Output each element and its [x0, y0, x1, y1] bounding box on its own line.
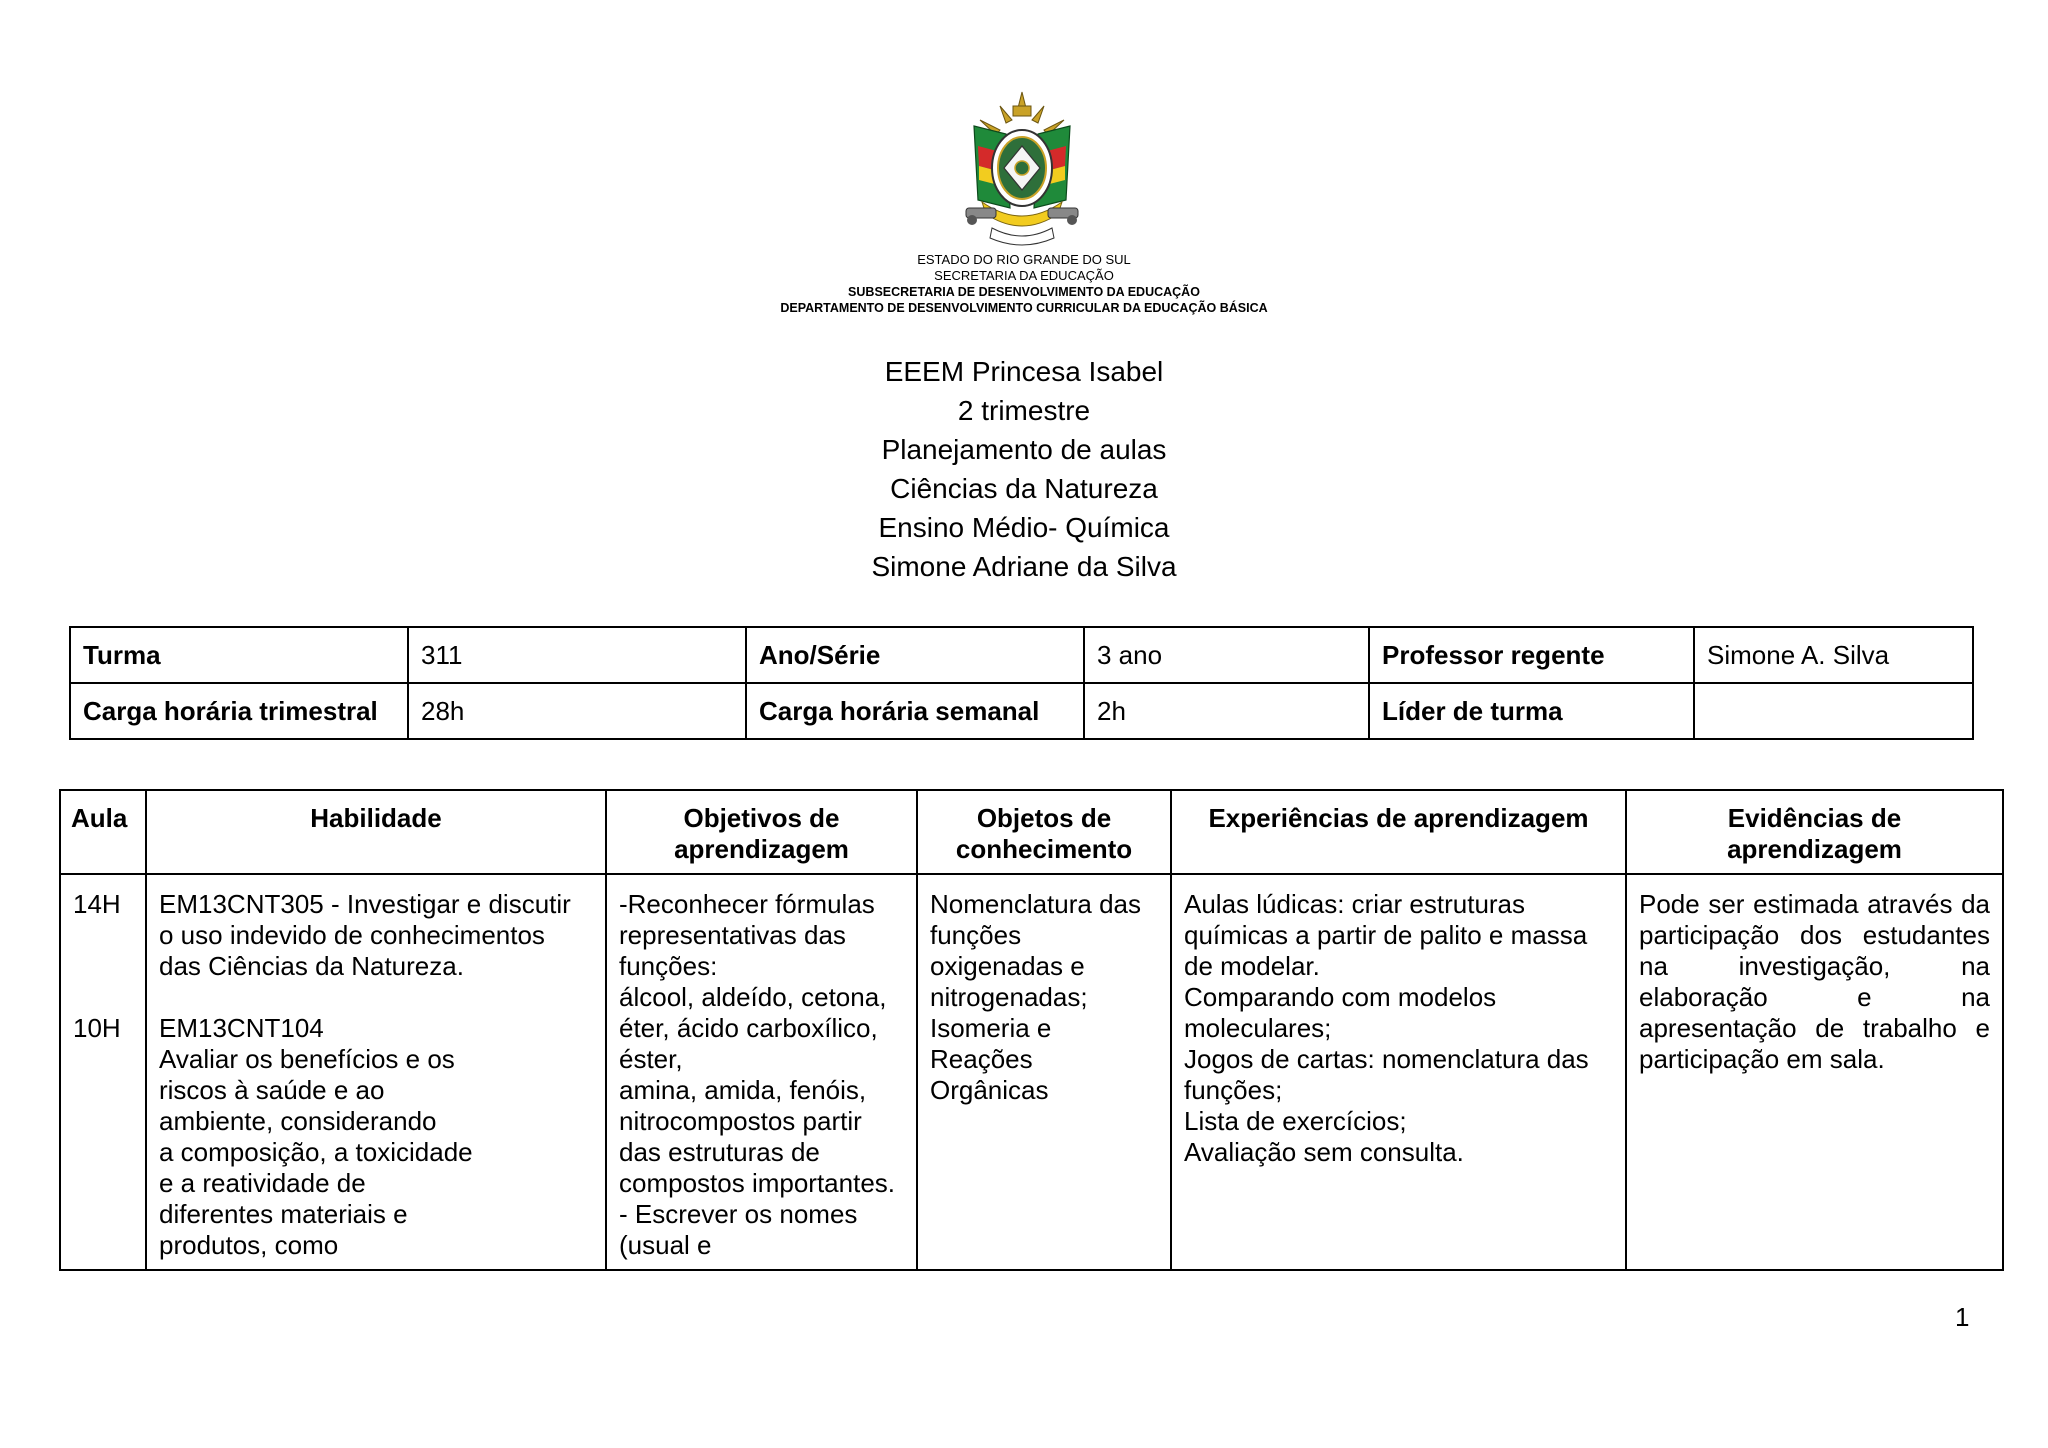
- habilidade-line: EM13CNT104: [159, 1013, 324, 1043]
- cell-evidencias: [1626, 874, 2003, 1270]
- objetos-line: nitrogenadas;: [930, 982, 1088, 1012]
- header-line-subsecretariat: SUBSECRETARIA DE DESENVOLVIMENTO DA EDUCAÇÃO: [848, 285, 1200, 299]
- turma-label: Turma: [70, 627, 408, 683]
- header-experiencias: Experiências de aprendizagem: [1171, 790, 1626, 874]
- habilidade-line: Avaliar os benefícios e os: [159, 1044, 455, 1074]
- aula-hours-2: 10H: [73, 1013, 121, 1043]
- experiencias-line: Jogos de cartas: nomenclatura das: [1184, 1044, 1589, 1074]
- ano-serie-value: 3 ano: [1084, 627, 1369, 683]
- habilidade-line: a composição, a toxicidade: [159, 1137, 473, 1167]
- plan-content-row: [60, 874, 2003, 1270]
- knowledge-area: Ciências da Natureza: [890, 473, 1158, 504]
- lesson-plan-table: [59, 789, 2004, 1271]
- header-objetos: [917, 790, 1171, 874]
- lider-value: [1694, 683, 1973, 739]
- class-info-table: [69, 626, 1974, 740]
- objetivos-line: -Reconhecer fórmulas: [619, 889, 875, 919]
- experiencias-line: moleculares;: [1184, 1013, 1332, 1043]
- habilidade-line: riscos à saúde e ao: [159, 1075, 385, 1105]
- objetos-line: Reações: [930, 1044, 1033, 1074]
- objetos-line: Orgânicas: [930, 1075, 1049, 1105]
- cell-experiencias: [1171, 874, 1626, 1270]
- carga-semanal-label: Carga horária semanal: [746, 683, 1084, 739]
- cell-objetos: [917, 874, 1171, 1270]
- carga-semanal-value: 2h: [1084, 683, 1369, 739]
- header-objetivos-line-2: aprendizagem: [674, 834, 849, 864]
- info-row-2: [70, 683, 1973, 739]
- lider-label: Líder de turma: [1369, 683, 1694, 739]
- experiencias-line: funções;: [1184, 1075, 1283, 1105]
- objetos-line: Nomenclatura das: [930, 889, 1141, 919]
- habilidade-line: produtos, como: [159, 1230, 339, 1260]
- habilidade-line: EM13CNT305 - Investigar e discutir: [159, 889, 571, 919]
- objetivos-line: (usual e: [619, 1230, 712, 1260]
- document-title-block: [0, 352, 2048, 586]
- header-evidencias-line-1: Evidências de: [1727, 803, 1902, 833]
- habilidade-line: das Ciências da Natureza.: [159, 951, 464, 981]
- cell-habilidade: [146, 874, 606, 1270]
- objetivos-line: amina, amida, fenóis,: [619, 1075, 867, 1105]
- objetivos-line: compostos importantes.: [619, 1168, 896, 1198]
- header-line-department: DEPARTAMENTO DE DESENVOLVIMENTO CURRICULAR DA EDUCAÇÃO BÁSICA: [780, 301, 1268, 315]
- document-type: Planejamento de aulas: [881, 434, 1167, 465]
- carga-trimestral-value: 28h: [408, 683, 746, 739]
- objetos-line: oxigenadas e: [930, 951, 1085, 981]
- info-row-1: [70, 627, 1973, 683]
- habilidade-line: e a reatividade de: [159, 1168, 366, 1198]
- header-evidencias: [1626, 790, 2003, 874]
- course-name: Ensino Médio- Química: [878, 512, 1170, 543]
- professor-label: Professor regente: [1369, 627, 1694, 683]
- habilidade-line: ambiente, considerando: [159, 1106, 437, 1136]
- ano-serie-label: Ano/Série: [746, 627, 1084, 683]
- objetivos-line: das estruturas de: [619, 1137, 820, 1167]
- header-objetivos-line-1: Objetivos de: [683, 803, 840, 833]
- aula-hours-1: 14H: [73, 889, 121, 919]
- objetivos-line: nitrocompostos partir: [619, 1106, 862, 1136]
- objetivos-line: funções:: [619, 951, 718, 981]
- objetivos-line: - Escrever os nomes: [619, 1199, 858, 1229]
- professor-value: Simone A. Silva: [1694, 627, 1973, 683]
- habilidade-line: o uso indevido de conhecimentos: [159, 920, 545, 950]
- state-crest-icon: [960, 90, 1084, 250]
- header-objetos-line-1: Objetos de: [976, 803, 1112, 833]
- header-evidencias-line-2: aprendizagem: [1727, 834, 1902, 864]
- term-label: 2 trimestre: [957, 395, 1091, 426]
- experiencias-line: Aulas lúdicas: criar estruturas: [1184, 889, 1526, 919]
- experiencias-line: químicas a partir de palito e massa: [1184, 920, 1588, 950]
- government-header: [0, 252, 2048, 316]
- header-line-state: ESTADO DO RIO GRANDE DO SUL: [917, 252, 1131, 267]
- experiencias-line: Comparando com modelos: [1184, 982, 1497, 1012]
- header-line-secretariat: SECRETARIA DA EDUCAÇÃO: [934, 268, 1114, 283]
- evidencias-text: Pode ser estimada através da participação dos estudantes na investigação, na elaboração e na apresentação de trabalho e participação em sala.: [1639, 889, 1990, 1074]
- objetivos-line: éter, ácido carboxílico,: [619, 1013, 878, 1043]
- experiencias-line: Lista de exercícios;: [1184, 1106, 1407, 1136]
- objetos-line: Isomeria e: [930, 1013, 1052, 1043]
- turma-value: 311: [408, 627, 746, 683]
- habilidade-line: diferentes materiais e: [159, 1199, 408, 1229]
- experiencias-line: de modelar.: [1184, 951, 1320, 981]
- page-number: 1: [1955, 1302, 1970, 1332]
- experiencias-line: Avaliação sem consulta.: [1184, 1137, 1464, 1167]
- cell-aula: [60, 874, 146, 1270]
- carga-trimestral-label: Carga horária trimestral: [70, 683, 408, 739]
- school-name: EEEM Princesa Isabel: [884, 356, 1164, 387]
- cell-objetivos: [606, 874, 917, 1270]
- header-habilidade: Habilidade: [146, 790, 606, 874]
- header-aula: Aula: [60, 790, 146, 874]
- header-objetivos: [606, 790, 917, 874]
- objetivos-line: álcool, aldeído, cetona,: [619, 982, 887, 1012]
- plan-header-row: [60, 790, 2003, 874]
- objetos-line: funções: [930, 920, 1022, 950]
- header-objetos-line-2: conhecimento: [955, 834, 1133, 864]
- objetivos-line: éster,: [619, 1044, 683, 1074]
- teacher-name: Simone Adriane da Silva: [871, 551, 1177, 582]
- objetivos-line: representativas das: [619, 920, 846, 950]
